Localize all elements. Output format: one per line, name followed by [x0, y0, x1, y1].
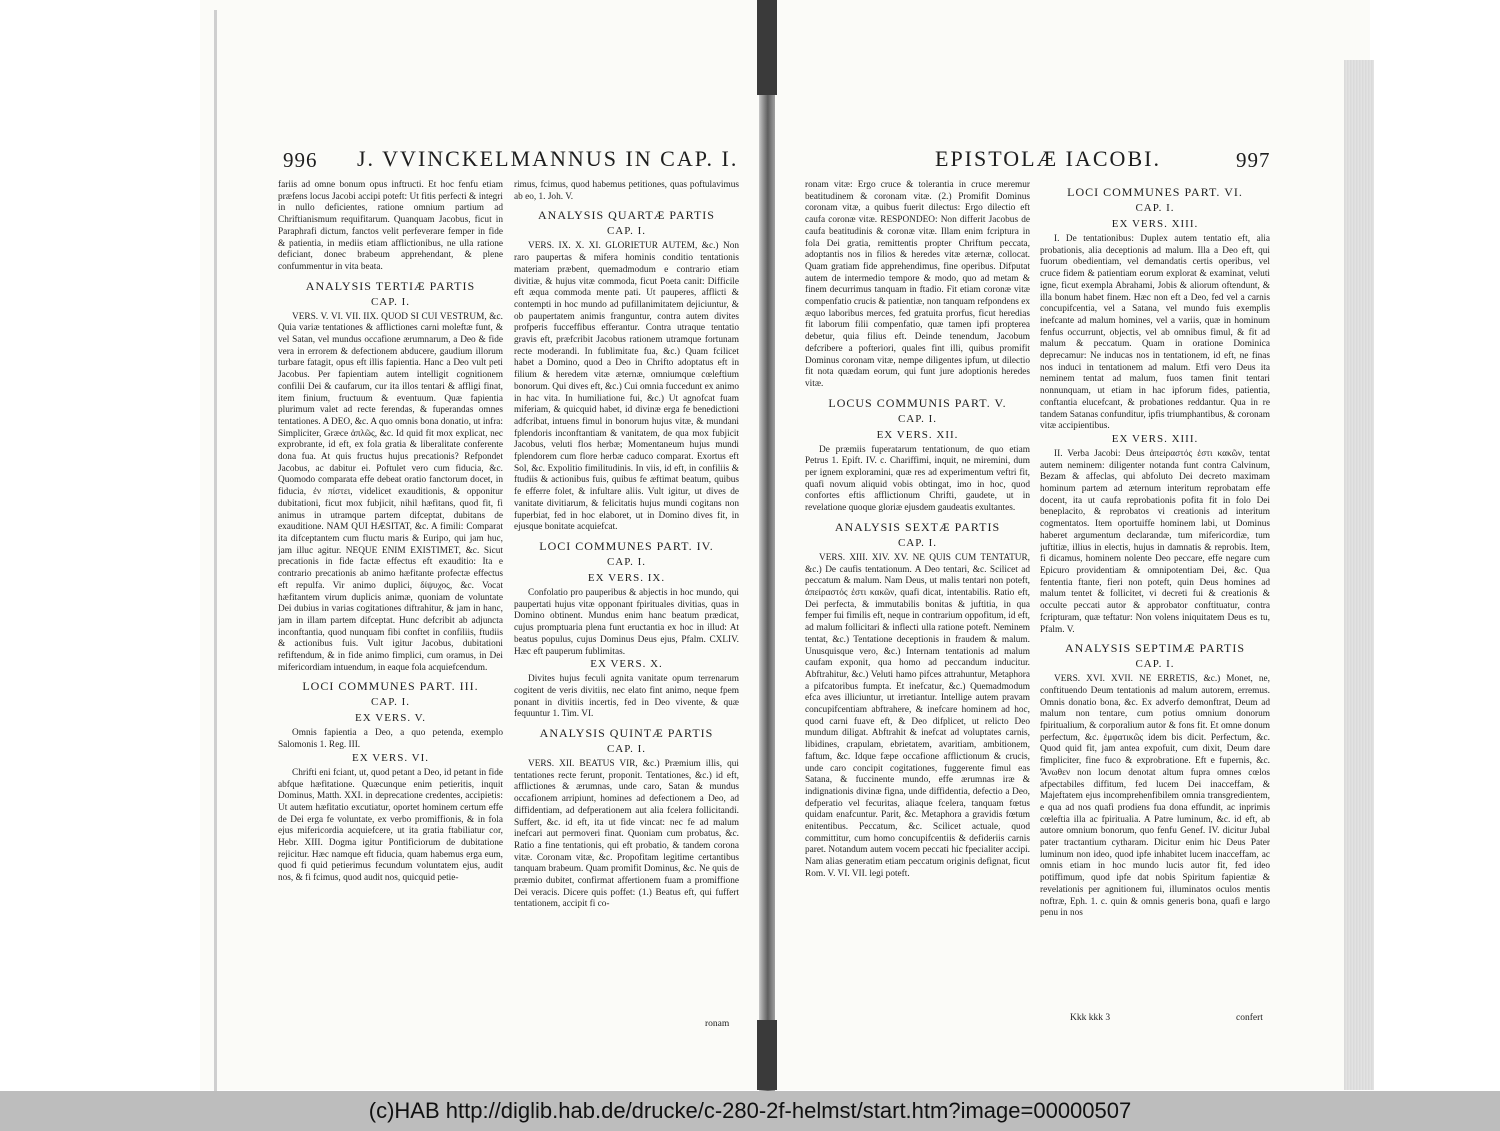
section-heading: LOCI COMMUNES PART. VI.	[1067, 185, 1243, 199]
section-subheading: EX VERS. XII.	[876, 428, 959, 441]
section-subheading: EX VERS. VI.	[352, 751, 429, 764]
section-subheading: CAP. I.	[606, 743, 647, 756]
paragraph: rimus, fcimus, quod habemus petitiones, quas poftulavimus ab eo, 1. Joh. V.	[514, 180, 739, 202]
paragraph: Confolatio pro pauperibus & abjectis in hoc mundo, qui paupertati hujus vitæ opponant fpirituales divitias, quas in Domino obtinent. Mundus enim hanc beatum prædicat, cujus promptuaria plena funt eructantia ex hoc in illud: At beatus populus, cujus Dominus Deus ejus, Pfalm. CXLIV. Hæc eft pauperum fublimitas.	[514, 587, 739, 657]
section-heading: ANALYSIS QUARTÆ PARTIS	[538, 208, 715, 223]
book-spine	[759, 0, 775, 1095]
left-page-column-1	[278, 180, 503, 1014]
right-page-column-1	[805, 180, 1030, 1002]
section-heading: LOCUS COMMUNIS PART. V.	[828, 395, 1007, 410]
spine-clip-bottom	[757, 1020, 777, 1090]
section-subheading: CAP. I.	[897, 412, 938, 425]
paragraph: ronam vitæ: Ergo cruce & tolerantia in cruce meremur beatitudinem & coronam vitæ. (2.) Promifit Dominus coronam vitæ, a quibus fuerit dilectus: Ergo dilectio eft caufa coronæ vitæ. RESPONDEO: Non differit Jacobus de caufa beatitudinis & coronæ vitæ. Illam enim fcriptura in fola Dei gratia, remittentis propter Chriftum peccata, adoptantis nos in filios & heredes vitæ æternæ, collocat. Quam gratiam fide apprehendimus, fine operibus. Difputat autem de intermedio tempore & modo, quo ad metam & finem decurrimus tanquam in ftadio. Fit etiam coronæ vitæ compenfatio crucis & patientiæ, non tanquam refpondens ex æquo laboribus merces, fed gratuita prorfus, ficut heredias fit laborum filii compenfatio, quæ tamen ipfi propterea debetur, quia filius eft. Deinde tenendum, Jacobum defcribere a pofteriori, quales fint illi, quibus promifit Dominus coronam vitæ, nempe diligentes ipfum, ut dilectio fit nota quædam eorum, qui funt jure adoptionis heredes vitæ.	[805, 180, 1030, 389]
citation-text[interactable]: (c)HAB http://diglib.hab.de/drucke/c-280-2f-helmst/start.htm?image=00000507	[368, 1098, 1132, 1123]
left-page-column-2	[514, 180, 739, 1014]
signature-mark: Kkk kkk 3	[1070, 1013, 1111, 1023]
section-heading: ANALYSIS QUINTÆ PARTIS	[539, 726, 714, 741]
section-subheading: EX VERS. X.	[590, 658, 663, 671]
spine-clip-top	[757, 0, 777, 95]
left-catchword: ronam	[705, 1019, 730, 1029]
section-heading: LOCI COMMUNES PART. IV.	[539, 538, 714, 553]
left-page-edge	[214, 10, 217, 1095]
right-catchword: confert	[1236, 1013, 1263, 1023]
paragraph: VERS. V. VI. VII. IIX. QUOD SI CUI VESTRUM, &c. Quia variæ tentationes & afflictiones carni moleftæ funt, & vel Satan, vel mundus occafione ærumnarum, a Deo & fide vera in errorem & defectionem abducere, gaudium illorum turbare fatagit, opus eft illis fapientia. Hanc a Deo vult peti Jacobus. Per fapientiam autem intelligit cognitionem confilii Dei & caufarum, cur ita illos tentari & affligi finat, item finium, fructuum & eventuum. Quæ fapientia plurimum valet ad recte ferendas, & fuperandas omnes tentationes. A DEO, &c. A quo omnis bona donatio, ut infra: Simpliciter, Græce ἁπλῶς, &c. Id quid fit mox explicat, nec exprobrante, id eft, ex fola gratia & liberalitate conferente dona fua. At quis fructus hujus precationis? Refpondet Jacobus, ac dabitur ei. Poftulet vero cum fiducia, &c. Quomodo comparata effe debeat oratio fanctorum docet, in fiducia, ἐν πίστει, videlicet exauditionis, & opponitur dubitationi, ficut mox fubjicit, nihil hæfitans, quod fit, fi animus in utramque partem difceptat, dubitans de exauditione. NAM QUI HÆSITAT, &c. A fimili: Comparat ita difceptantem cum fluctu maris & Euripo, qui jam huc, jam illuc agitur. NEQUE ENIM EXISTIMET, &c. Sicut precationis in fide factæ effectus eft exauditio: Ita e contrario precationis ab animo hæfitante profectæ effectus eft repulfa. Vir animo duplici, δίψυχος, &c. Vocat hæfitantem virum duplicis animæ, quoniam de voluntate Dei dubius in varias cogitationes diftrahitur, & jam in hanc, jam in illam partem difceptat. Hunc defcribit ab adjuncta inconftantia, quod nunquam fibi conftet in confiliis, ftudiis & actionibus fuis. Vult igitur Jacobus, dubitationi refiftendum, & in fide animo fimplici, cum oramus, in Dei mifericordiam intuendum, in eaque fola acquiefcendum.	[278, 311, 503, 673]
section-heading: ANALYSIS SEXTÆ PARTIS	[834, 519, 1001, 534]
section-heading: ANALYSIS TERTIÆ PARTIS	[305, 278, 476, 293]
paragraph: VERS. IX. X. XI. GLORIETUR AUTEM, &c.) Non raro paupertas & mifera hominis conditio tentationis materiam præbent, quemadmodum e contrario etiam divitiæ, & hujus vitæ commoda, ficut Poeta canit: Difficile eft æqua commoda mente pati. Ut pauperes, afflicti & contempti in hoc mundo ad pufillanimitatem dejiciuntur, & ob paupertatem animis franguntur, contra autem divites profperis fucceffibus efferantur. Contra utraque tentatio gravis eft, præfcribit Jacobus rationem utramque fortunam recte moderandi. In fublimitate fua, &c.) Quam fcilicet habet a Domino, quod a Deo in Chrifto adoptatus eft in filium & heredem vitæ æternæ, omniumque cœleftium bonorum. Qui dives eft, &c.) Cui omnia fuccedunt ex animo in hac vita. In humiliatione fui, &c.) Ut agnofcat fuam miferiam, & quicquid habet, id divinæ erga fe benedictioni adfcribat, intuens fimul in bonorum hujus vitæ, & mundani fplendoris inconftantiam & vanitatem, de qua mox fubjicit Jacobus, veluti flos herbæ; Momentaneum hujus mundi fplendorem cum flore herbæ caduco comparat. Exortus eft Sol, &c. Expolitio fimilitudinis. In viis, id eft, in confiliis & ftudiis & actionibus fuis, quibus fe æftimat beatum, quibus fe efferre folet, & infultare aliis. Vult igitur, ut dives de vanitate divitiarum, & felicitatis hujus mundi cogitans non fuperbiat, fed in hoc elaboret, ut in Domino dives fit, in ejusque bonitate acquiefcat.	[514, 241, 739, 533]
section-subheading: CAP. I.	[897, 536, 938, 549]
paragraph: VERS. XIII. XIV. XV. NE QUIS CUM TENTATUR, &c.) De caufis tentationum. A Deo tentari, &c. Scilicet ad peccatum & malum. Nam Deus, ut malis tentari non poteft, ἀπείραστός ἐστι κακῶν, quafi dicat, intentabilis. Ratio eft, Dei perfecta, & immutabilis bonitas & juftitia, in qua femper fui fimilis eft, neque in contrarium oppofitum, id eft, ad malum follicitari & inflecti ulla ratione poteft. Neminem tentat, &c.) Tentatione deceptionis in fraudem & malum. Unusquisque vero, &c.) Internam tentationis ad malum caufam exponit, qua homo ad peccandum inducitur. Abftrahitur, &c.) Veluti hamo pifces attrahuntur, Metaphora a pifcatoribus fumpta. Et inefcatur, &c.) Quemadmodum efca aves illiciuntur, ut irretiantur. Intellige autem pravam concupifcentiam abftrahere, & inefcare hominem ad hoc, quod carni fuave eft, & Deo difplicet, ut relicto Deo mundum diligat. Abftrahit & inefcat ad voluptates carnis, libidines, crapulam, ebrietatem, avaritiam, ambitionem, faftum, &c. Idque fæpe occafione afflictionum & crucis, unde caro concipit cogitationes, fuggerente fimul eas Satana, & fuccinente mundo, effe ærumnas iræ & indignationis divinæ figna, unde diffidentia, defectio a Deo, defperatio vel fecuritas, aliaque fcelera, tanquam fœtus quidam enafcuntur. Parit, &c. Metaphora a gravidis fœtum enitentibus. Peccatum, &c. Scilicet actuale, quod committitur, cum homo concupifcentiis & defideriis carnis paret. Notandum autem vocem peccati hic fpecialiter accipi. Nam alias generatim etiam peccatum originis defignat, ficut Rom. V. VI. VII. legi poteft.	[805, 552, 1030, 879]
paragraph: Omnis fapientia a Deo, a quo petenda, exemplo Salomonis 1. Reg. III.	[278, 728, 503, 751]
left-page-number: 996	[283, 148, 318, 172]
section-subheading: CAP. I.	[370, 696, 411, 709]
paragraph: II. Verba Jacobi: Deus ἀπείραστός ἐστι κακῶν, tentat autem neminem: diligenter notanda funt contra Calvinum, Bezam & affeclas, qui abfoluto Dei decreto maximam hominum partem ad æternum interitum reprobatam effe docent, ita ut caufa reprobationis pofita fit in folo Dei beneplacito, & reprobatos vi creationis ad interitum cogmentatos. Item oportuiffe hominem labi, ut Dominus haberet argumentum declarandæ, tum mifericordiæ, tum juftitiæ, illius in electis, hujus in damnatis & reprobis. Item, fi dicamus, hominem nolente Deo peccare, effe negare cum Epicuro providentiam & omnipotentiam Dei, &c. Qua fententia ftante, fieri non poteft, quin Deus homines ad malum tentet & follicitet, vi decreti fui & creationis & occulte peccati autor & approbator conftituatur, contra fcripturam, quæ teftatur: Non volens iniquitatem Deus es tu, Pfalm. V.	[1040, 448, 1270, 635]
right-page-column-2	[1040, 180, 1270, 1002]
left-running-head: J. VVINCKELMANNUS IN CAP. I.	[357, 146, 739, 171]
section-heading: ANALYSIS SEPTIMÆ PARTIS	[1064, 641, 1245, 656]
section-subheading: EX VERS. IX.	[587, 571, 666, 584]
section-heading: LOCI COMMUNES PART. III.	[302, 679, 479, 694]
paragraph: Divites hujus feculi agnita vanitate opum terrenarum cogitent de veris divitiis, nec elato fint animo, neque fpem ponant in divitiis incertis, fed in Deo vivente, & quæ fequuntur 1. Tim. VI.	[514, 674, 739, 720]
paragraph: I. De tentationibus: Duplex autem tentatio eft, alia probationis, alia deceptionis ad malum. Illa a Deo eft, qui fuorum obedientiam, vel demandatis certis operibus, vel cruce fidem & patientiam eorum explorat & examinat, veluti igne, ficut exempla Abrahami, Jobis & aliorum oftendunt, & illa bonum habet finem. Hæc non eft a Deo, fed vel a carnis concupifcentia, vel a Satana, vel mundo fuis exemplis inefcante ad malum homines, vel a variis, quæ in hominum fenfus occurrunt, objectis, vel ab omnibus fimul, & fit ad malum & peccatum. Quam in oratione Dominica deprecamur: Ne inducas nos in tentationem, id eft, ne finas nos induci in tentationem ad malum. Etfi vero Deus ita neminem tentat ad malum, fuos tamen finit tentari nonnunquam, ut etiam in hac ipforum fides, patientia, conftantia elucefcant, & probationes reddantur. Qua in re tandem Satanas confunditur, ipfis triumphantibus, & coronam vitæ accipientibus.	[1040, 234, 1270, 432]
right-running-head: EPISTOLÆ IACOBI.	[935, 146, 1161, 171]
section-subheading: CAP. I.	[606, 555, 647, 568]
section-subheading: EX VERS. V.	[355, 712, 426, 725]
right-page-edge	[1344, 60, 1374, 1090]
section-subheading: CAP. I.	[1135, 658, 1175, 671]
section-subheading: EX VERS. XIII.	[1111, 218, 1199, 230]
right-page-number: 997	[1236, 148, 1271, 172]
section-subheading: EX VERS. XIII.	[1111, 432, 1199, 445]
paragraph: VERS. XII. BEATUS VIR, &c.) Præmium illis, qui tentationes recte ferunt, proponit. Tentationes, &c.) id eft, afflictiones & ærumnas, unde caro, Satan & mundus occafionem arripiunt, homines ad defectionem a Deo, ad diffidentiam, ad defperationem aut alia fcelera follicitandi. Suffert, &c. id eft, ita ut fide vincat: nec fe ad malum inefcari aut permoveri finat. Quoniam cum probatus, &c. Ratio a fine tentationis, qui eft probatio, & tandem corona vitæ. Coronam vitæ, &c. Propofitam legitime certantibus tanquam brabeum. Quam promifit Dominus, &c. Ne quis de præmio dubitet, confirmat affertionem fuam a promiffione Dei veracis. Dicere quis poffet: (1.) Beatus eft, qui fuffert tentationem, accipit fi co-	[514, 759, 739, 910]
paragraph: VERS. XVI. XVII. NE ERRETIS, &c.) Monet, ne, conftituendo Deum tentationis ad malum autorem, erremus. Omnis donatio bona, &c. Ex adverfo demonftrat, Deum ad malum non tentare, cum potius omnium donorum fpiritualium, & corporalium autor & fons fit. Et omne donum perfectum, &c. ἐμφατικῶς idem bis dicit. Perfectum, &c. Quod quid fit, jam antea expofuit, cum dixit, Deum dare fimpliciter, fine fuco & exprobratione. Eft e fupernis, &c. Ἄνωθεν non locum denotat altum fupra omnes cœlos afpectabiles diffitum, fed lucem Dei inacceffam, & Majeftatem ejus incomprehenfibilem omnia transgredientem, e qua ad nos quafi prodiens fua dona effundit, ac inprimis cœleftia illa ac fpiritualia. A Patre luminum, &c. id eft, ab autore omnium bonorum, quo fenfu Genef. IV. dicitur Jubal pater tractantium cytharam. Dicitur enim hic Deus Pater luminum non ideo, quod ipfe inhabitet lucem inacceffam, ac omnis etiam in hoc mundo lucis autor fit, fed ideo potiffimum, quod ipfe dat nobis Spiritum fapientiæ & revelationis per agnitionem fui, illuminatos oculos mentis noftræ, Eph. 1. c. quin & omnis generis bona, quafi e largo penu in nos	[1040, 674, 1270, 919]
paragraph: fariis ad omne bonum opus inftructi. Et hoc fenfu etiam præfens locus Jacobi accipi poteft: Ut fitis perfecti & integri in nullo deficientes, ratione omnium partium ad Chriftianismum requifitarum. Quanquam Jacobus, ficut in Paraphrafi dictum, fanctos velit perfeverare femper in fide & patientia, in mediis etiam afflictionibus, ne ulla ratione deficiant, donec brabeum apprehendant, & plene confummentur in vita beata.	[278, 180, 503, 272]
section-subheading: CAP. I.	[606, 225, 647, 238]
section-subheading: CAP. I.	[1135, 202, 1175, 214]
paragraph: Chrifti eni fciant, ut, quod petant a Deo, id petant in fide abfque hæfitatione. Quæcunque enim petieritis, inquit Dominus, Matth. XXI. in deprecatione credentes, accipietis: Ut autem hæfitatio excutiatur, oportet hominem certum effe de Dei erga fe voluntate, ex verbo promiffionis, & in fola ejus mifericordia acquiefcere, ut ita gratia ftabiliatur cor, Hebr. XIII. Dogma igitur Pontificiorum de dubitatione rejicitur. Hæc namque eft fiducia, quam habemus erga eum, quod fi quid petierimus fecundum voluntatem ejus, audit nos, & fi fcimus, quod audit nos, quicquid petie-	[278, 767, 503, 884]
section-subheading: CAP. I.	[370, 295, 411, 308]
citation-footer	[0, 1091, 1500, 1131]
paragraph: De præmiis fuperatarum tentationum, de quo etiam Petrus 1. Epift. IV. c. Chariffimi, inquit, ne miremini, dum per ignem exploramini, quæ res ad experimentum veftri fit, quafi novum aliquid vobis obtingat, imo in hoc, quod confortes eftis afflictionum Chrifti, gaudete, ut in revelatione quoque gloriæ ejusdem gaudeatis exultantes.	[805, 444, 1030, 514]
